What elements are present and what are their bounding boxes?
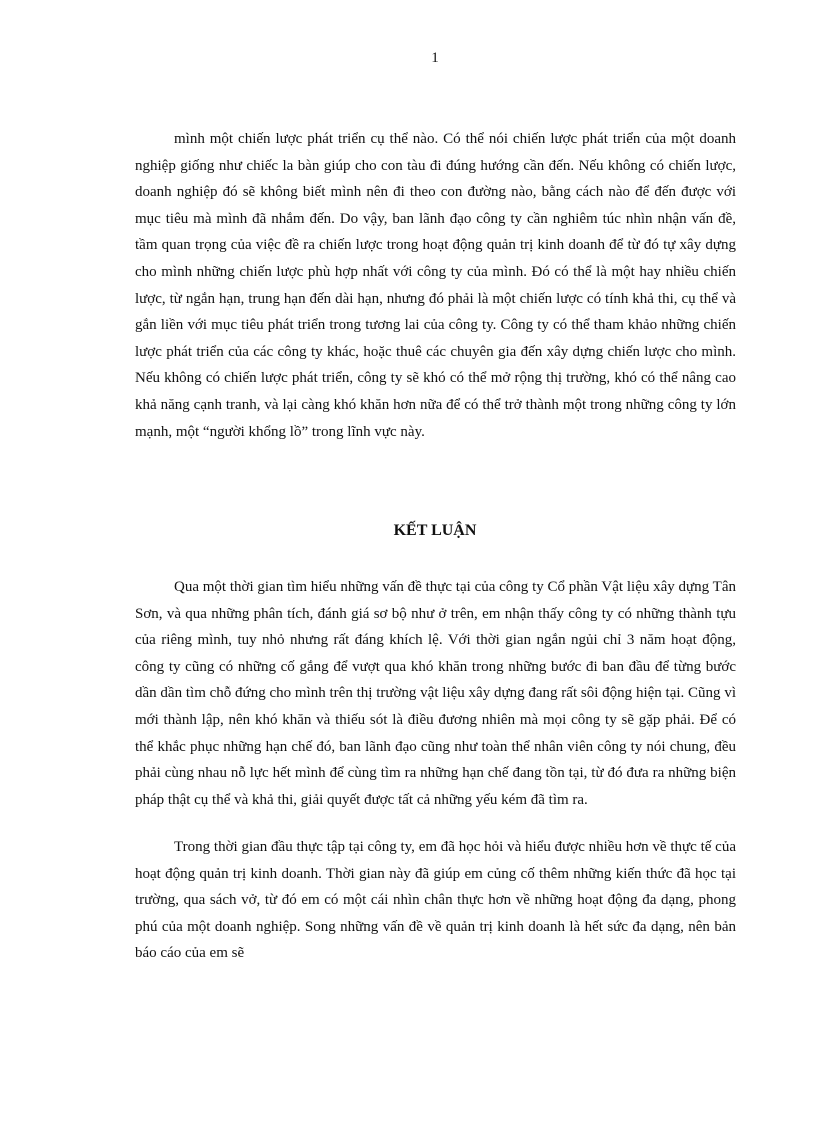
paragraph-conclusion-1: Qua một thời gian tìm hiểu những vấn đề thực tại của công ty Cổ phần Vật liệu xây dựng Tân Sơn, và qua những phân tích, đánh giá sơ bộ như ở trên, em nhận thấy công ty có những thành tựu của riêng mình, tuy nhỏ nhưng rất đáng khích lệ. Với thời gian ngắn ngủi chỉ 3 năm hoạt động, công ty cũng có những cố gắng để vượt qua khó khăn trong những bước đi ban đầu để từng bước dần dần tìm chỗ đứng cho mình trên thị trường vật liệu xây dựng đang rất sôi động hiện tại. Cũng vì mới thành lập, nên khó khăn và thiếu sót là điều đương nhiên mà mọi công ty sẽ gặp phải. Để có thể khắc phục những hạn chế đó, ban lãnh đạo cũng như toàn thể nhân viên công ty nói chung, đều phải cùng nhau nỗ lực hết mình để cùng tìm ra những hạn chế đang tồn tại, từ đó đưa ra những biện pháp thật cụ thể và khả thi, giải quyết được tất cả những yếu kém đã tìm ra.: [135, 579, 736, 808]
section-heading-conclusion: KẾT LUẬN: [393, 522, 477, 539]
paragraph-strategy: mình một chiến lược phát triển cụ thể nào. Có thể nói chiến lược phát triển của một doanh nghiệp giống như chiếc la bàn giúp cho con tàu đi đúng hướng cần đến. Nếu không có chiến lược, doanh nghiệp đó sẽ không biết mình nên đi theo con đường nào, bằng cách nào để đến được với mục tiêu mà mình đã nhắm đến. Do vậy, ban lãnh đạo công ty cần nghiêm túc nhìn nhận vấn đề, tầm quan trọng của việc đề ra chiến lược trong hoạt động quản trị kinh doanh để từ đó tự xây dựng cho mình những chiến lược phù hợp nhất với công ty của mình. Đó có thể là một hay nhiều chiến lược, từ ngắn hạn, trung hạn đến dài hạn, nhưng đó phải là một chiến lược có tính khả thi, cụ thể và gắn liền với mục tiêu phát triển trong tương lai của công ty. Công ty có thể tham khảo những chiến lược phát triển của các công ty khác, hoặc thuê các chuyên gia đến xây dựng chiến lược cho mình. Nếu không có chiến lược phát triển, công ty sẽ khó có thể mở rộng thị trường, khó có thể nâng cao khả năng cạnh tranh, và lại càng khó khăn hơn nữa để có thể trở thành một trong những công ty lớn mạnh, một “người khổng lồ” trong lĩnh vực này.: [135, 131, 736, 440]
paragraph-conclusion-2: Trong thời gian đầu thực tập tại công ty, em đã học hỏi và hiểu được nhiều hơn về thực tế của hoạt động quản trị kinh doanh. Thời gian này đã giúp em củng cố thêm những kiến thức đã học tại trường, qua sách vở, từ đó em có một cái nhìn chân thực hơn về những hoạt động đa dạng, phong phú của một doanh nghiệp. Song những vấn đề về quản trị kinh doanh là hết sức đa dạng, nên bản báo cáo của em sẽ: [135, 839, 736, 962]
page-number: 1: [431, 50, 439, 66]
